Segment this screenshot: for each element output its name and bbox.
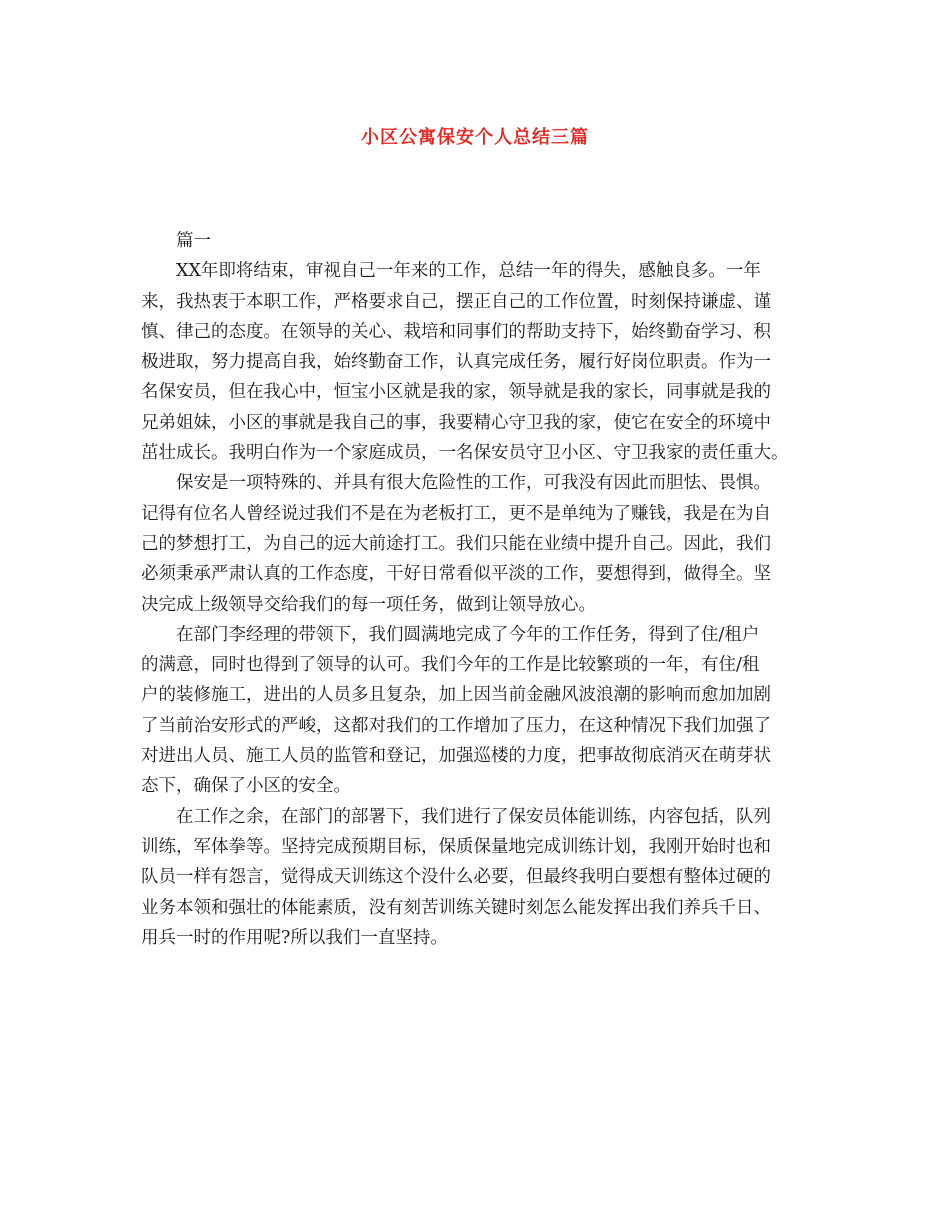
paragraph-line: 业务本领和强壮的体能素质，没有刻苦训练关键时刻怎么能发挥出我们养兵千日、	[141, 897, 771, 918]
paragraph-line: 队员一样有怨言，觉得成天训练这个没什么必要，但最终我明白要想有整体过硬的	[141, 867, 771, 888]
document-body	[141, 226, 811, 953]
paragraph-2	[141, 468, 811, 619]
paragraph-line: 己的梦想打工，为自己的远大前途打工。我们只能在业绩中提升自己。因此，我们	[141, 533, 771, 554]
paragraph-line: XX年即将结束，审视自己一年来的工作，总结一年的得失，感触良多。一年	[176, 261, 761, 282]
section-heading: 篇一	[176, 231, 211, 251]
paragraph-line: 兄弟姐妹，小区的事就是我自己的事，我要精心守卫我的家，使它在安全的环境中	[141, 412, 771, 433]
paragraph-line: 在工作之余，在部门的部署下，我们进行了保安员体能训练，内容包括，队列	[176, 806, 771, 827]
paragraph-line: 了当前治安形式的严峻，这都对我们的工作增加了压力，在这种情况下我们加强了	[141, 715, 771, 736]
paragraph-3	[141, 620, 811, 802]
paragraph-line: 的满意，同时也得到了领导的认可。我们今年的工作是比较繁琐的一年，有住/租	[141, 655, 760, 676]
paragraph-line: 户的装修施工，进出的人员多且复杂，加上因当前金融风波浪潮的影响而愈加加剧	[141, 685, 771, 706]
paragraph-4	[141, 802, 811, 953]
paragraph-line: 决完成上级领导交给我们的每一项任务，做到让领导放心。	[141, 594, 596, 615]
paragraph-line: 慎、律己的态度。在领导的关心、栽培和同事们的帮助支持下，始终勤奋学习、积	[141, 321, 771, 342]
paragraph-line: 来，我热衷于本职工作，严格要求自己，摆正自己的工作位置，时刻保持谦虚、谨	[141, 291, 771, 312]
paragraph-line: 名保安员，但在我心中，恒宝小区就是我的家，领导就是我的家长，同事就是我的	[141, 382, 771, 403]
paragraph-line: 保安是一项特殊的、并具有很大危险性的工作，可我没有因此而胆怯、畏惧。	[176, 473, 771, 494]
paragraph-1	[141, 256, 811, 468]
paragraph-line: 态下，确保了小区的安全。	[141, 776, 351, 797]
paragraph-line: 极进取，努力提高自我，始终勤奋工作，认真完成任务，履行好岗位职责。作为一	[141, 352, 771, 373]
paragraph-line: 对进出人员、施工人员的监管和登记，加强巡楼的力度，把事故彻底消灭在萌芽状	[141, 746, 771, 767]
paragraph-line: 必须秉承严肃认真的工作态度，干好日常看似平淡的工作，要想得到，做得全。坚	[141, 564, 771, 585]
paragraph-line: 在部门李经理的带领下，我们圆满地完成了今年的工作任务，得到了住/租户	[176, 624, 760, 645]
document-title: 小区公寓保安个人总结三篇	[361, 127, 589, 148]
paragraph-line: 用兵一时的作用呢?所以我们一直坚持。	[141, 927, 448, 948]
paragraph-line: 茁壮成长。我明白作为一个家庭成员，一名保安员守卫小区、守卫我家的责任重大。	[141, 443, 789, 464]
paragraph-line: 训练，军体拳等。坚持完成预期目标，保质保量地完成训练计划，我刚开始时也和	[141, 836, 771, 857]
paragraph-line: 记得有位名人曾经说过我们不是在为老板打工，更不是单纯为了赚钱，我是在为自	[141, 503, 771, 524]
